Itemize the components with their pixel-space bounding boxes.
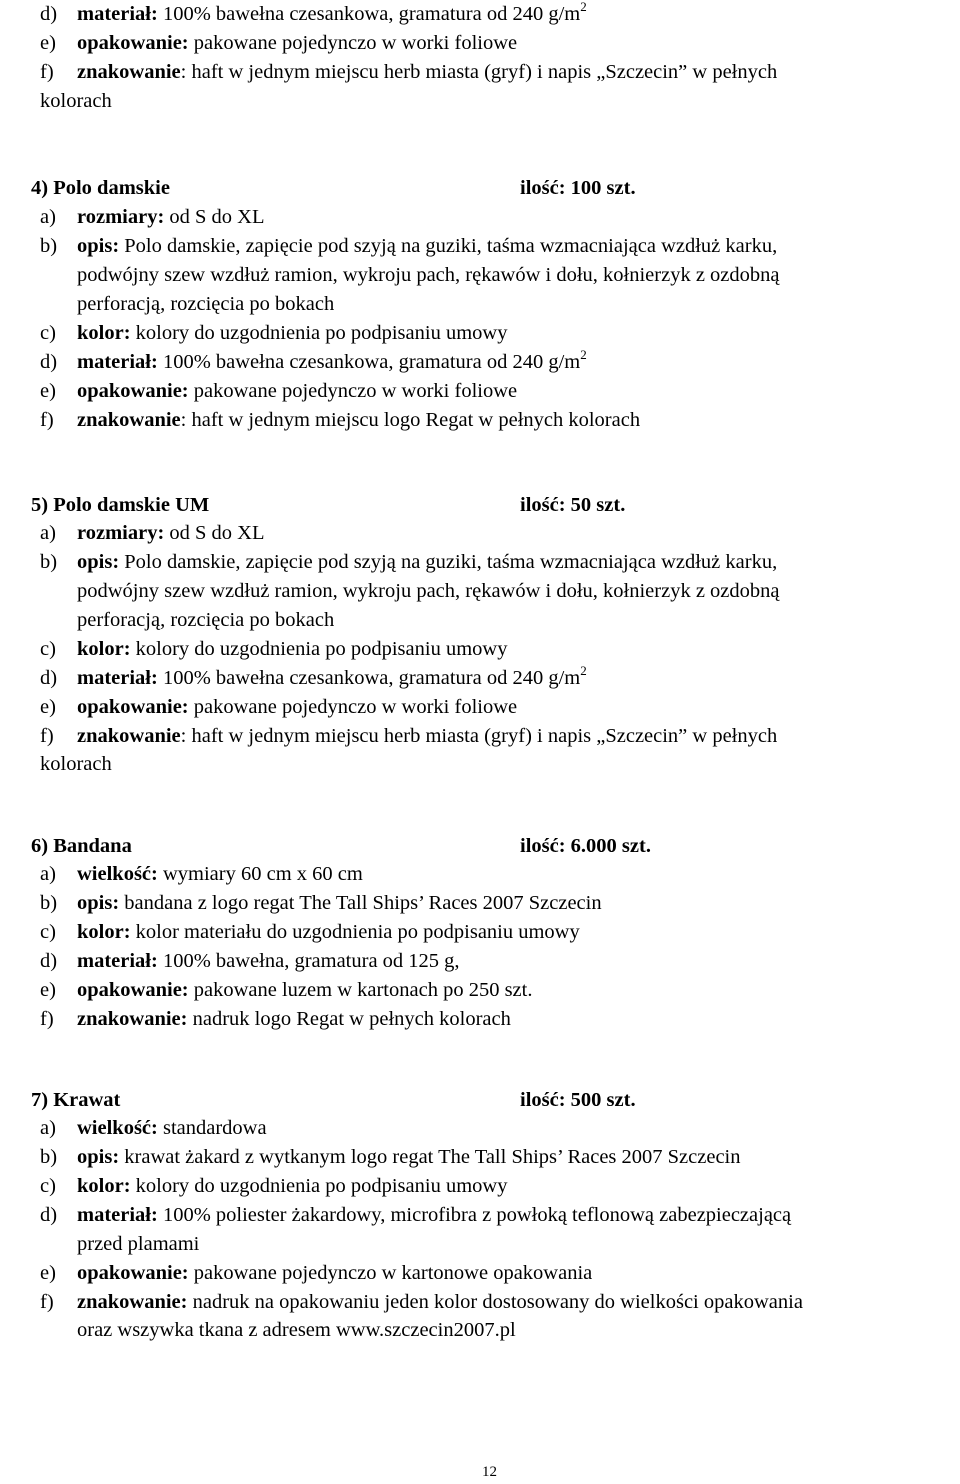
list-item: e) opakowanie: pakowane luzem w kartonach po 250 szt. <box>40 979 533 1001</box>
item-key: wielkość: <box>77 1117 158 1139</box>
item-value: kolory do uzgodnienia po podpisaniu umowy <box>130 1175 508 1197</box>
section-title: 6) Bandana <box>31 835 132 857</box>
list-item: a) rozmiary: od S do XL <box>40 522 265 544</box>
quantity-label: ilość: 6.000 szt. <box>520 835 651 857</box>
section-title: 4) Polo damskie <box>31 177 170 199</box>
item-key: znakowanie: <box>77 1291 188 1313</box>
item-key: kolor: <box>77 638 131 660</box>
item-value: : haft w jednym miejscu herb miasta (gryf) i napis „Szczecin” w pełnych <box>180 725 778 747</box>
superscript: 2 <box>580 663 587 678</box>
item-value: nadruk na opakowaniu jeden kolor dostosowany do wielkości opakowania <box>187 1291 803 1313</box>
item-value: pakowane luzem w kartonach po 250 szt. <box>188 979 533 1001</box>
item-key: opis: <box>77 892 120 914</box>
item-key: kolor: <box>77 322 131 344</box>
list-item: b) opis: Polo damskie, zapięcie pod szyją na guziki, taśma wzmacniająca wzdłuż karku, <box>40 235 778 257</box>
item-value: standardowa <box>157 1117 267 1139</box>
item-value: : haft w jednym miejscu herb miasta (gryf) i napis „Szczecin” w pełnych <box>180 61 778 83</box>
item-value: 100% poliester żakardowy, microfibra z powłoką teflonową zabezpieczającą <box>157 1204 792 1226</box>
item-key: opis: <box>77 1146 120 1168</box>
item-value: 100% bawełna czesankowa, gramatura od 240 g/m <box>157 351 581 373</box>
item-value: nadruk logo Regat w pełnych kolorach <box>187 1008 511 1030</box>
item-value: pakowane pojedynczo w worki foliowe <box>188 696 518 718</box>
list-item: e) opakowanie: pakowane pojedynczo w worki foliowe <box>40 380 518 402</box>
list-item: b) opis: Polo damskie, zapięcie pod szyją na guziki, taśma wzmacniająca wzdłuż karku, <box>40 551 778 573</box>
item-key: opakowanie: <box>77 380 189 402</box>
item-key: opis: <box>77 551 120 573</box>
list-item: c) kolor: kolory do uzgodnienia po podpisaniu umowy <box>40 322 508 344</box>
item-key: rozmiary: <box>77 522 165 544</box>
list-item: d) materiał: 100% bawełna czesankowa, gramatura od 240 $g/m^2$ <box>40 663 587 689</box>
list-item: b) opis: bandana z logo regat The Tall Ships’ Races 2007 Szczecin <box>40 892 602 914</box>
item-value: pakowane pojedynczo w worki foliowe <box>188 32 518 54</box>
list-item: f) znakowanie: haft w jednym miejscu herb miasta (gryf) i napis „Szczecin” w pełnych <box>40 725 778 747</box>
item-key: opis: <box>77 235 120 257</box>
item-key: materiał: <box>77 950 158 972</box>
list-item-continuation: perforacją, rozcięcia po bokach <box>77 293 335 315</box>
item-key: opakowanie: <box>77 32 189 54</box>
superscript: 2 <box>580 0 587 14</box>
list-item: f) znakowanie: haft w jednym miejscu herb miasta (gryf) i napis „Szczecin” w pełnych <box>40 61 778 83</box>
item-key: materiał: <box>77 1204 158 1226</box>
quantity-label: ilość: 100 szt. <box>520 177 636 199</box>
list-item: e) opakowanie: pakowane pojedynczo w worki foliowe <box>40 32 518 54</box>
superscript: 2 <box>580 347 587 362</box>
item-value: 100% bawełna, gramatura od 125 g, <box>157 950 460 972</box>
list-item: c) kolor: kolory do uzgodnienia po podpisaniu umowy <box>40 1175 508 1197</box>
item-key: znakowanie <box>77 61 181 83</box>
list-item: d) materiał: 100% bawełna, gramatura od 125 g, <box>40 950 460 972</box>
item-key: materiał: <box>77 667 158 689</box>
quantity-label: ilość: 50 szt. <box>520 494 626 516</box>
item-key: opakowanie: <box>77 1262 189 1284</box>
item-key: opakowanie: <box>77 696 189 718</box>
list-item: a) rozmiary: od S do XL <box>40 206 265 228</box>
item-value: Polo damskie, zapięcie pod szyją na guziki, taśma wzmacniająca wzdłuż karku, <box>119 235 778 257</box>
list-item-continuation: podwójny szew wzdłuż ramion, wykroju pach, rękawów i dołu, kołnierzyk z ozdobną <box>77 580 780 602</box>
item-value: od S do XL <box>164 522 265 544</box>
item-value: Polo damskie, zapięcie pod szyją na guziki, taśma wzmacniająca wzdłuż karku, <box>119 551 778 573</box>
list-item: b) opis: krawat żakard z wytkanym logo regat The Tall Ships’ Races 2007 Szczecin <box>40 1146 741 1168</box>
item-key: znakowanie <box>77 725 181 747</box>
quantity-label: ilość: 500 szt. <box>520 1089 636 1111</box>
list-item: d) materiał: 100% bawełna czesankowa, gramatura od 240 $g/m^2$ <box>40 0 587 25</box>
list-item: c) kolor: kolory do uzgodnienia po podpisaniu umowy <box>40 638 508 660</box>
item-value: kolor materiału do uzgodnienia po podpisaniu umowy <box>130 921 580 943</box>
item-key: opakowanie: <box>77 979 189 1001</box>
item-key: znakowanie <box>77 409 181 431</box>
list-item-continuation: przed plamami <box>77 1233 200 1255</box>
page-number: 12 <box>482 1464 497 1480</box>
list-item: a) wielkość: wymiary 60 cm x 60 cm <box>40 863 363 885</box>
item-key: kolor: <box>77 1175 131 1197</box>
section-title: 7) Krawat <box>31 1089 121 1111</box>
item-key: kolor: <box>77 921 131 943</box>
list-item: f) znakowanie: haft w jednym miejscu logo Regat w pełnych kolorach <box>40 409 641 431</box>
item-value: kolory do uzgodnienia po podpisaniu umowy <box>130 638 508 660</box>
item-value: pakowane pojedynczo w kartonowe opakowania <box>188 1262 593 1284</box>
item-key: wielkość: <box>77 863 158 885</box>
list-item-continuation: podwójny szew wzdłuż ramion, wykroju pach, rękawów i dołu, kołnierzyk z ozdobną <box>77 264 780 286</box>
item-key: znakowanie: <box>77 1008 188 1030</box>
item-value: : haft w jednym miejscu logo Regat w pełnych kolorach <box>180 409 641 431</box>
item-key: materiał: <box>77 3 158 25</box>
list-item: c) kolor: kolor materiału do uzgodnienia po podpisaniu umowy <box>40 921 580 943</box>
list-item-continuation: kolorach <box>40 90 112 112</box>
item-value: 100% bawełna czesankowa, gramatura od 240 g/m <box>157 667 581 689</box>
item-value: bandana z logo regat The Tall Ships’ Races 2007 Szczecin <box>119 892 602 914</box>
item-value: od S do XL <box>164 206 265 228</box>
item-value: pakowane pojedynczo w worki foliowe <box>188 380 518 402</box>
list-item: f) znakowanie: nadruk na opakowaniu jeden kolor dostosowany do wielkości opakowania <box>40 1291 803 1313</box>
list-item: e) opakowanie: pakowane pojedynczo w kartonowe opakowania <box>40 1262 593 1284</box>
section-title: 5) Polo damskie UM <box>31 494 210 516</box>
list-item-continuation: kolorach <box>40 753 112 775</box>
item-value: kolory do uzgodnienia po podpisaniu umowy <box>130 322 508 344</box>
list-item-continuation: perforacją, rozcięcia po bokach <box>77 609 335 631</box>
list-item: e) opakowanie: pakowane pojedynczo w worki foliowe <box>40 696 518 718</box>
item-key: materiał: <box>77 351 158 373</box>
item-value: krawat żakard z wytkanym logo regat The Tall Ships’ Races 2007 Szczecin <box>119 1146 741 1168</box>
item-value: 100% bawełna czesankowa, gramatura od 240 g/m <box>157 3 581 25</box>
list-item: a) wielkość: standardowa <box>40 1117 267 1139</box>
list-item: f) znakowanie: nadruk logo Regat w pełnych kolorach <box>40 1008 511 1030</box>
item-key: rozmiary: <box>77 206 165 228</box>
list-item: d) materiał: 100% bawełna czesankowa, gramatura od 240 $g/m^2$ <box>40 347 587 373</box>
item-value: wymiary 60 cm x 60 cm <box>157 863 363 885</box>
list-item: d) materiał: 100% poliester żakardowy, microfibra z powłoką teflonową zabezpieczającą <box>40 1204 792 1226</box>
list-item-continuation: oraz wszywka tkana z adresem www.szczecin2007.pl <box>77 1319 516 1341</box>
